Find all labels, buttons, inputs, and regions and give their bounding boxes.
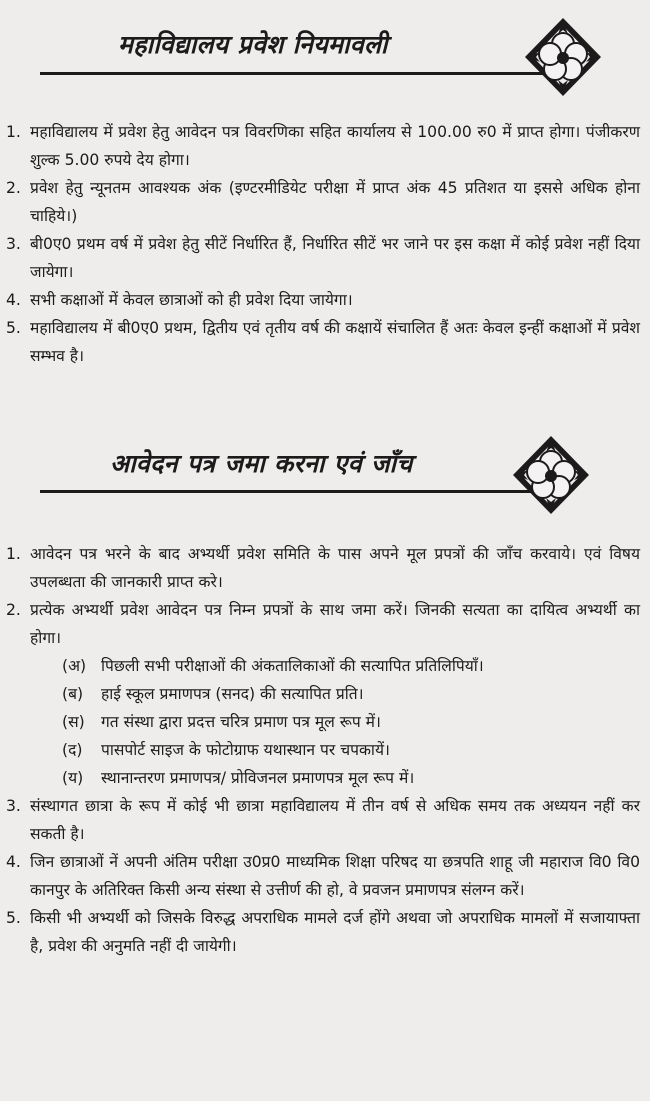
list-item [0, 792, 650, 848]
item-number: 5. [6, 319, 21, 337]
item-text: महाविद्यालय में प्रवेश हेतु आवेदन पत्र विवरणिका सहित कार्यालय से 100.00 रु0 में प्राप्त होगा। पंजीकरण शुल्क 5.00 रुपये देय होगा। [30, 123, 640, 169]
list-item [0, 230, 650, 286]
sublist-item [30, 680, 640, 708]
section1-header [0, 0, 650, 90]
sublist-item [30, 736, 640, 764]
item-text: प्रत्येक अभ्यर्थी प्रवेश आवेदन पत्र निम्न प्रपत्रों के साथ जमा करें। जिनकी सत्यता का दायित्व अभ्यर्थी का होगा। [30, 601, 640, 647]
section2-header [0, 432, 650, 522]
item-text: किसी भी अभ्यर्थी को जिसके विरुद्ध अपराधिक मामले दर्ज होंगे अथवा जो अपराधिक मामलों में सजायाफ्ता है, प्रवेश की अनुमति नहीं दी जायेगी। [30, 909, 640, 955]
sublist-mark: (द) [62, 741, 83, 759]
sublist-text: स्थानान्तरण प्रमाणपत्र/ प्रोविजनल प्रमाणपत्र मूल रूप में। [100, 769, 415, 787]
item-text: आवेदन पत्र भरने के बाद अभ्यर्थी प्रवेश समिति के पास अपने मूल प्रपत्रों की जाँच करवाये। एवं विषय उपलब्धता की जानकारी प्राप्त करे। [30, 545, 640, 591]
item-number: 1. [6, 545, 21, 563]
item-number: 3. [6, 235, 21, 253]
list-item [0, 286, 650, 314]
section1-list [0, 118, 650, 370]
item-text: जिन छात्राओं नें अपनी अंतिम परीक्षा उ0प्र0 माध्यमिक शिक्षा परिषद या छत्रपति शाहू जी महाराज वि0 वि0 कानपुर के अतिरिक्त किसी अन्य संस्था से उत्तीर्ण की हो, वे प्रवजन प्रमाणपत्र संलग्न करें। [30, 853, 640, 899]
item-number: 2. [6, 601, 21, 619]
flower-ornament-icon [510, 434, 592, 516]
item-number: 2. [6, 179, 21, 197]
sublist-mark: (ब) [62, 685, 84, 703]
item-text: सभी कक्षाओं में केवल छात्राओं को ही प्रवेश दिया जायेगा। [30, 291, 353, 309]
list-item [0, 904, 650, 960]
sublist-mark: (अ) [62, 657, 87, 675]
section1-title-rule [40, 72, 560, 75]
item-number: 4. [6, 291, 21, 309]
section2-title: आवेदन पत्र जमा करना एवं जाँच [110, 449, 413, 478]
sublist-mark: (य) [62, 769, 84, 787]
list-item [0, 540, 650, 596]
section1-title: महाविद्यालय प्रवेश नियमावली [118, 30, 388, 59]
sublist-item [30, 764, 640, 792]
item-text: बी0ए0 प्रथम वर्ष में प्रवेश हेतु सीटें निर्धारित हैं, निर्धारित सीटें भर जाने पर इस कक्षा में कोई प्रवेश नहीं दिया जायेगा। [30, 235, 640, 281]
flower-ornament-icon [522, 16, 604, 98]
section2-title-rule [40, 490, 540, 493]
item-text: संस्थागत छात्रा के रूप में कोई भी छात्रा महाविद्यालय में तीन वर्ष से अधिक समय तक अध्ययन नहीं कर सकती है। [30, 797, 640, 843]
sublist-item [30, 652, 640, 680]
sublist-text: पासपोर्ट साइज के फोटोग्राफ यथास्थान पर चपकायें। [100, 741, 390, 759]
list-item [0, 314, 650, 370]
sublist-mark: (स) [62, 713, 85, 731]
item-number: 3. [6, 797, 21, 815]
item-number: 5. [6, 909, 21, 927]
list-item [0, 848, 650, 904]
sublist-item [30, 708, 640, 736]
list-item [0, 174, 650, 230]
sublist-text: हाई स्कूल प्रमाणपत्र (सनद) की सत्यापित प्रति। [100, 685, 364, 703]
section2-list [0, 540, 650, 960]
list-item [0, 118, 650, 174]
item-text: महाविद्यालय में बी0ए0 प्रथम, द्वितीय एवं तृतीय वर्ष की कक्षायें संचालित हैं अतः केवल इन्हीं कक्षाओं में प्रवेश सम्भव है। [30, 319, 640, 365]
item-text: प्रवेश हेतु न्यूनतम आवश्यक अंक (इण्टरमीडियेट परीक्षा में प्राप्त अंक 45 प्रतिशत या इससे अधिक होना चाहिये।) [30, 179, 640, 225]
list-item [0, 596, 650, 792]
sublist-text: पिछली सभी परीक्षाओं की अंकतालिकाओं की सत्यापित प्रतिलिपियाँ। [100, 657, 484, 675]
item-number: 4. [6, 853, 21, 871]
sublist-text: गत संस्था द्वारा प्रदत्त चरित्र प्रमाण पत्र मूल रूप में। [100, 713, 381, 731]
item-number: 1. [6, 123, 21, 141]
document-sublist [30, 652, 640, 792]
